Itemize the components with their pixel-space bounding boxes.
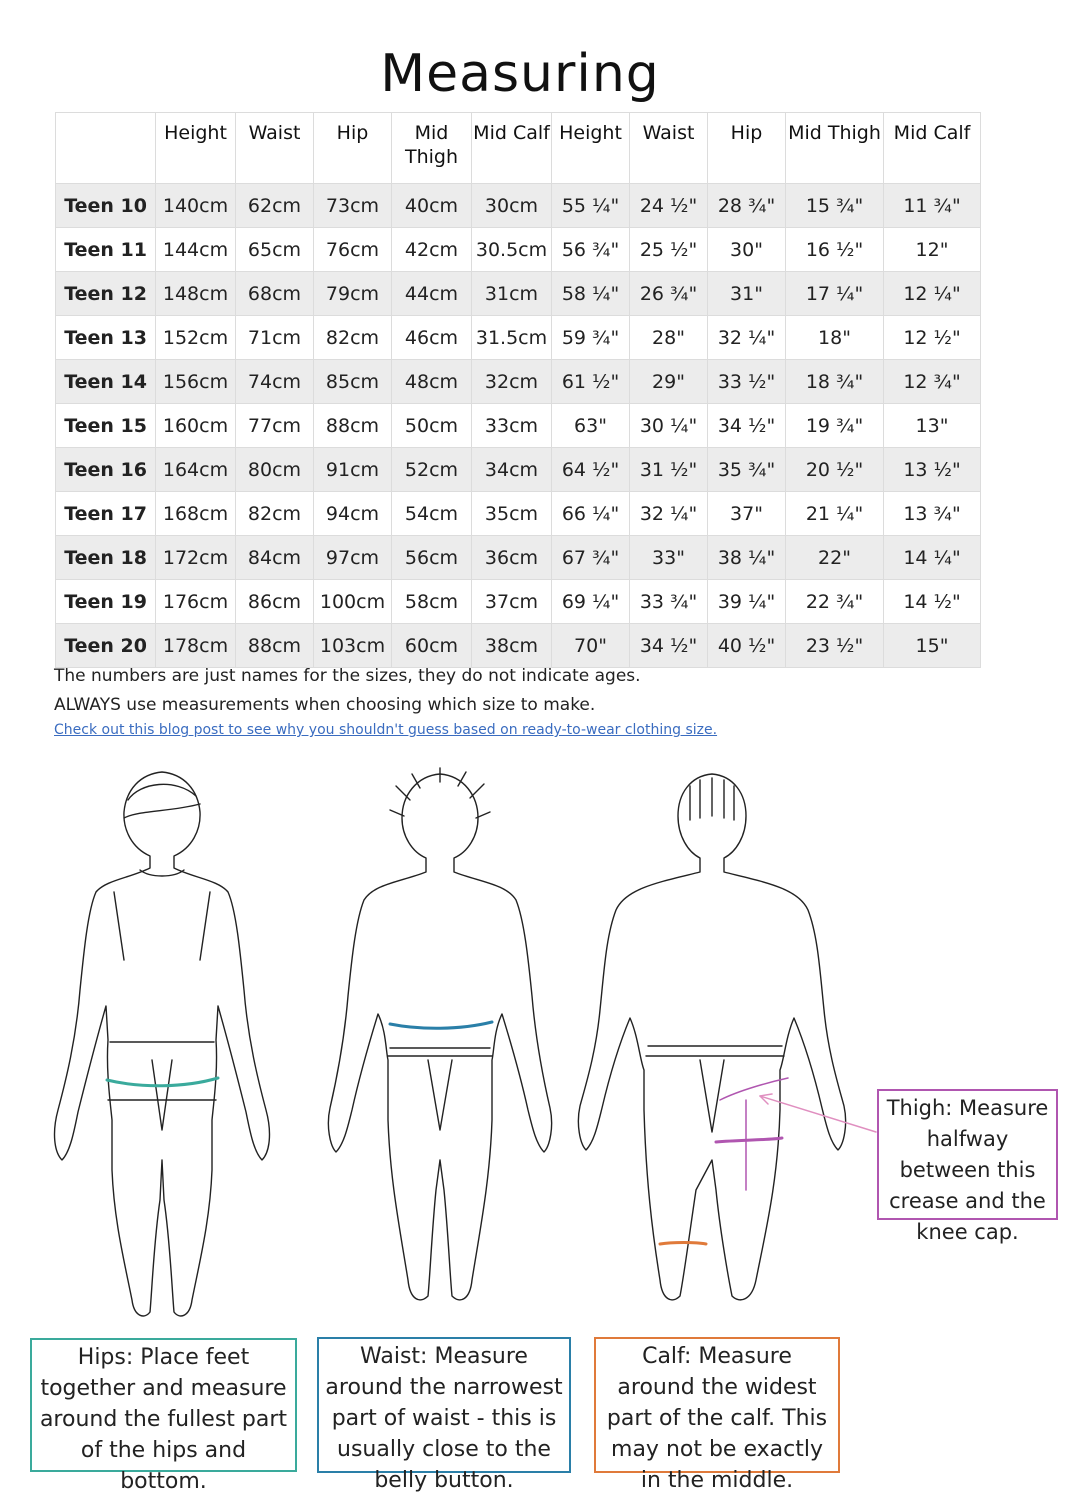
- size-label: Teen 15: [56, 404, 156, 448]
- body-figures-illustration: [0, 760, 1076, 1340]
- measurement-cell: 30.5cm: [472, 228, 552, 272]
- measurement-cell: 48cm: [392, 360, 472, 404]
- table-row: [56, 492, 981, 536]
- table-row: [56, 448, 981, 492]
- measurement-cell: 21 ¼": [786, 492, 884, 536]
- measurement-cell: 60cm: [392, 624, 472, 668]
- blog-post-link[interactable]: Check out this blog post to see why you shouldn't guess based on ready-to-wear clothing size.: [54, 722, 718, 738]
- measurement-cell: 34cm: [472, 448, 552, 492]
- measurement-cell: 55 ¼": [552, 184, 630, 228]
- hips-measure-callout: Hips: Place feet together and measure around the fullest part of the hips and bottom.: [30, 1338, 297, 1472]
- note-always-measure: ALWAYS use measurements when choosing which size to make.: [54, 695, 596, 715]
- size-label: Teen 12: [56, 272, 156, 316]
- measurement-cell: 12 ¼": [884, 272, 981, 316]
- measurement-cell: 37cm: [472, 580, 552, 624]
- thigh-measure-callout: Thigh: Measure halfway between this crease and the knee cap.: [877, 1089, 1058, 1220]
- measurement-cell: 63": [552, 404, 630, 448]
- measurement-cell: 58 ¼": [552, 272, 630, 316]
- size-label: Teen 13: [56, 316, 156, 360]
- header-cell: Height: [156, 113, 236, 184]
- measurement-cell: 34 ½": [630, 624, 708, 668]
- measurement-cell: 144cm: [156, 228, 236, 272]
- measurement-cell: 30 ¼": [630, 404, 708, 448]
- measurement-cell: 84cm: [236, 536, 314, 580]
- measurement-cell: 65cm: [236, 228, 314, 272]
- measurement-cell: 31 ½": [630, 448, 708, 492]
- measurement-cell: 23 ½": [786, 624, 884, 668]
- header-cell: [56, 113, 156, 184]
- measurement-cell: 28": [630, 316, 708, 360]
- figure-1-outline: [55, 772, 270, 1316]
- header-cell: Hip: [708, 113, 786, 184]
- header-cell: Hip: [314, 113, 392, 184]
- measurement-cell: 172cm: [156, 536, 236, 580]
- measurement-cell: 59 ¾": [552, 316, 630, 360]
- waist-measure-callout: Waist: Measure around the narrowest part of waist - this is usually close to the belly button.: [317, 1337, 571, 1473]
- measurement-cell: 31.5cm: [472, 316, 552, 360]
- table-row: [56, 272, 981, 316]
- measurement-cell: 34 ½": [708, 404, 786, 448]
- measurement-cell: 39 ¼": [708, 580, 786, 624]
- measurement-cell: 68cm: [236, 272, 314, 316]
- measurement-cell: 11 ¾": [884, 184, 981, 228]
- measurement-cell: 64 ½": [552, 448, 630, 492]
- measurement-cell: 38 ¼": [708, 536, 786, 580]
- measurement-cell: 86cm: [236, 580, 314, 624]
- measurement-cell: 33 ½": [708, 360, 786, 404]
- measurement-cell: 46cm: [392, 316, 472, 360]
- measurement-cell: 56cm: [392, 536, 472, 580]
- measurement-cell: 79cm: [314, 272, 392, 316]
- measurement-cell: 14 ½": [884, 580, 981, 624]
- measurement-cell: 50cm: [392, 404, 472, 448]
- measurement-cell: 37": [708, 492, 786, 536]
- measurement-cell: 33": [630, 536, 708, 580]
- measurement-cell: 88cm: [314, 404, 392, 448]
- figure-3-outline: [578, 774, 876, 1300]
- measurement-cell: 69 ¼": [552, 580, 630, 624]
- measurement-cell: 36cm: [472, 536, 552, 580]
- measurement-cell: 35 ¾": [708, 448, 786, 492]
- measurement-cell: 67 ¾": [552, 536, 630, 580]
- size-label: Teen 11: [56, 228, 156, 272]
- measurement-cell: 44cm: [392, 272, 472, 316]
- measurement-cell: 22 ¾": [786, 580, 884, 624]
- measurement-cell: 15": [884, 624, 981, 668]
- size-label: Teen 10: [56, 184, 156, 228]
- table-row: [56, 404, 981, 448]
- measurement-cell: 18 ¾": [786, 360, 884, 404]
- measurement-cell: 97cm: [314, 536, 392, 580]
- measurement-cell: 103cm: [314, 624, 392, 668]
- header-cell: Mid Thigh: [786, 113, 884, 184]
- figure-2-outline: [328, 768, 551, 1300]
- measurement-cell: 33 ¾": [630, 580, 708, 624]
- measurement-cell: 26 ¾": [630, 272, 708, 316]
- measurement-cell: 13 ½": [884, 448, 981, 492]
- measurement-cell: 24 ½": [630, 184, 708, 228]
- measurement-cell: 168cm: [156, 492, 236, 536]
- measurement-cell: 35cm: [472, 492, 552, 536]
- measurement-cell: 70": [552, 624, 630, 668]
- measurement-cell: 176cm: [156, 580, 236, 624]
- measurement-cell: 58cm: [392, 580, 472, 624]
- table-row: [56, 580, 981, 624]
- measurement-cell: 94cm: [314, 492, 392, 536]
- measurement-cell: 12 ½": [884, 316, 981, 360]
- calf-measure-callout: Calf: Measure around the widest part of the calf. This may not be exactly in the middle.: [594, 1337, 840, 1473]
- measurement-cell: 19 ¾": [786, 404, 884, 448]
- measurement-cell: 30cm: [472, 184, 552, 228]
- size-label: Teen 18: [56, 536, 156, 580]
- measurement-cell: 152cm: [156, 316, 236, 360]
- measurement-cell: 32 ¼": [630, 492, 708, 536]
- measurement-cell: 140cm: [156, 184, 236, 228]
- measurement-cell: 28 ¾": [708, 184, 786, 228]
- size-label: Teen 19: [56, 580, 156, 624]
- table-row: [56, 228, 981, 272]
- measurement-cell: 33cm: [472, 404, 552, 448]
- measurement-cell: 13 ¾": [884, 492, 981, 536]
- measurement-cell: 77cm: [236, 404, 314, 448]
- measurement-cell: 20 ½": [786, 448, 884, 492]
- size-chart-table: [55, 112, 981, 668]
- measurement-cell: 31": [708, 272, 786, 316]
- size-label: Teen 14: [56, 360, 156, 404]
- measurement-cell: 32cm: [472, 360, 552, 404]
- measurement-cell: 56 ¾": [552, 228, 630, 272]
- header-cell: Waist: [236, 113, 314, 184]
- measurement-cell: 88cm: [236, 624, 314, 668]
- measurement-cell: 100cm: [314, 580, 392, 624]
- measurement-cell: 71cm: [236, 316, 314, 360]
- measurement-cell: 91cm: [314, 448, 392, 492]
- measurement-cell: 29": [630, 360, 708, 404]
- measurement-cell: 32 ¼": [708, 316, 786, 360]
- measurement-cell: 54cm: [392, 492, 472, 536]
- measurement-cell: 31cm: [472, 272, 552, 316]
- measurement-cell: 80cm: [236, 448, 314, 492]
- table-row: [56, 316, 981, 360]
- measurement-cell: 82cm: [236, 492, 314, 536]
- header-cell: Mid Thigh: [392, 113, 472, 184]
- measurement-cell: 12 ¾": [884, 360, 981, 404]
- measurement-cell: 85cm: [314, 360, 392, 404]
- note-sizes-not-ages: The numbers are just names for the sizes, they do not indicate ages.: [54, 666, 641, 686]
- measurement-cell: 66 ¼": [552, 492, 630, 536]
- measurement-cell: 178cm: [156, 624, 236, 668]
- measurement-cell: 160cm: [156, 404, 236, 448]
- table-row: [56, 360, 981, 404]
- measurement-cell: 52cm: [392, 448, 472, 492]
- measurement-cell: 42cm: [392, 228, 472, 272]
- measurement-cell: 18": [786, 316, 884, 360]
- measurement-cell: 25 ½": [630, 228, 708, 272]
- size-label: Teen 20: [56, 624, 156, 668]
- table-body: [56, 184, 981, 668]
- measurement-cell: 13": [884, 404, 981, 448]
- header-cell: Mid Calf: [884, 113, 981, 184]
- measurement-cell: 82cm: [314, 316, 392, 360]
- measurement-cell: 17 ¼": [786, 272, 884, 316]
- table-row: [56, 624, 981, 668]
- measurement-cell: 74cm: [236, 360, 314, 404]
- measurement-cell: 16 ½": [786, 228, 884, 272]
- measurement-cell: 76cm: [314, 228, 392, 272]
- header-cell: Height: [552, 113, 630, 184]
- measurement-cell: 14 ¼": [884, 536, 981, 580]
- page-title: Measuring: [380, 44, 660, 104]
- measurement-cell: 61 ½": [552, 360, 630, 404]
- size-label: Teen 17: [56, 492, 156, 536]
- table-header-row: [56, 113, 981, 184]
- measurement-cell: 40 ½": [708, 624, 786, 668]
- size-label: Teen 16: [56, 448, 156, 492]
- table-row: [56, 184, 981, 228]
- measurement-cell: 164cm: [156, 448, 236, 492]
- measurement-cell: 73cm: [314, 184, 392, 228]
- table-row: [56, 536, 981, 580]
- measurement-cell: 156cm: [156, 360, 236, 404]
- measurement-cell: 15 ¾": [786, 184, 884, 228]
- header-cell: Mid Calf: [472, 113, 552, 184]
- measurement-cell: 62cm: [236, 184, 314, 228]
- header-cell: Waist: [630, 113, 708, 184]
- measurement-cell: 22": [786, 536, 884, 580]
- measurement-cell: 12": [884, 228, 981, 272]
- measurement-cell: 40cm: [392, 184, 472, 228]
- measurement-cell: 38cm: [472, 624, 552, 668]
- measurement-cell: 148cm: [156, 272, 236, 316]
- measurement-cell: 30": [708, 228, 786, 272]
